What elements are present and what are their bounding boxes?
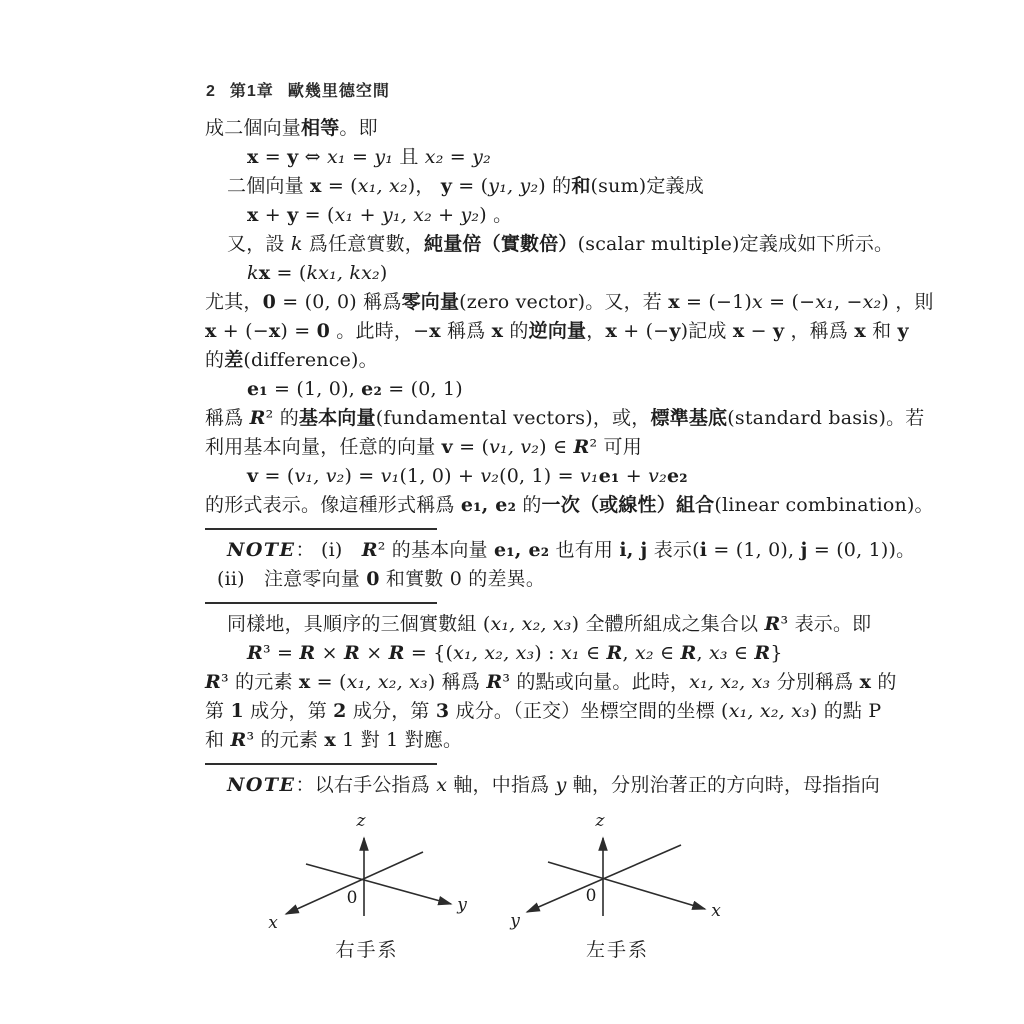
y-axis-label: y — [510, 911, 520, 931]
text-run: = (1, 0), — [707, 539, 801, 561]
note-line — [205, 565, 845, 594]
text-run: e₂ — [361, 378, 382, 400]
z-axis-label: z — [356, 814, 366, 831]
origin-label: 0 — [585, 886, 597, 906]
x-axis-label: x — [711, 901, 721, 921]
text-run: = ( — [321, 175, 358, 197]
text-run: v — [441, 436, 453, 458]
text-run: (linear combination)。 — [714, 494, 934, 516]
text-run: (difference)。 — [243, 349, 378, 371]
text-run: x₁ — [327, 146, 346, 168]
note-line — [205, 536, 916, 565]
text-run: x — [429, 320, 441, 342]
text-run: 的 — [871, 671, 897, 693]
text-run: ： (i) — [295, 539, 362, 561]
text-run: R — [486, 671, 503, 693]
text-run: x — [247, 204, 259, 226]
text-run: ) 的 — [538, 175, 572, 197]
text-run: 差 — [224, 349, 244, 371]
text-run: ) 。 — [479, 204, 513, 226]
text-run: 的 — [516, 494, 542, 516]
text-run: 。即 — [339, 117, 378, 139]
text-run: 和實數 0 的差異。 — [379, 568, 546, 590]
body-line — [205, 404, 925, 433]
y-axis-label: y — [457, 895, 467, 915]
running-header — [206, 78, 404, 101]
text-run: (standard basis)。若 — [727, 407, 925, 429]
text-run: 表示( — [647, 539, 700, 561]
section-divider — [205, 763, 437, 765]
text-run: ：以右手公指爲 — [295, 774, 437, 796]
text-run: y — [440, 175, 453, 197]
text-run: R — [606, 642, 623, 664]
text-run: R — [764, 613, 781, 635]
text-run: 成分。（正交）坐標空間的坐標 ( — [449, 700, 729, 722]
text-run: v₁ — [380, 465, 400, 487]
text-run: R — [247, 642, 263, 664]
text-run: , − — [834, 291, 863, 313]
text-run: x — [324, 729, 336, 751]
text-run: ) — [379, 262, 388, 284]
text-run: = — [443, 146, 473, 168]
text-run: (0, 1) = — [499, 465, 580, 487]
text-run: 0 — [262, 291, 277, 313]
text-run: = (0, 1))。 — [807, 539, 916, 561]
text-run: ) ，則 — [881, 291, 934, 313]
text-run: = (0, 1) — [381, 378, 463, 400]
text-run: y₁ — [374, 146, 394, 168]
text-run: R — [361, 539, 378, 561]
text-run: v₁, v₂ — [489, 436, 540, 458]
formula-line — [205, 201, 845, 230]
text-run: x — [436, 774, 448, 796]
z-axis-label: z — [595, 814, 605, 831]
text-run: 1 — [230, 700, 244, 722]
text-run: ∈ — [727, 642, 755, 664]
text-run: + — [619, 465, 649, 487]
text-run: kx₁, kx₂ — [306, 262, 380, 284]
text-run: y₁, y₂ — [488, 175, 539, 197]
text-run: k — [290, 233, 303, 255]
text-run: y — [897, 320, 909, 342]
text-run: ∈ — [579, 642, 607, 664]
text-run: x — [752, 291, 763, 313]
text-run: ⇔ — [298, 146, 327, 168]
text-run: 又，設 — [227, 233, 291, 255]
text-run: 逆向量 — [528, 320, 587, 342]
text-run: R — [299, 642, 316, 664]
text-run: 0 — [316, 320, 331, 342]
text-run: , — [696, 642, 709, 664]
text-run: ∈ — [653, 642, 681, 664]
text-run: 和 — [205, 729, 231, 751]
body-line — [205, 433, 845, 462]
text-run: j — [800, 539, 808, 561]
text-run: 成分，第 — [243, 700, 334, 722]
text-run: 基本向量 — [298, 407, 376, 429]
text-run: (sum)定義成 — [590, 175, 704, 197]
text-run: y₂ — [472, 146, 491, 168]
text-run: = ( — [452, 175, 489, 197]
chapter-title: 歐幾里德空間 — [287, 83, 390, 100]
section-divider — [205, 528, 437, 530]
text-run: × — [315, 642, 345, 664]
text-run: e₁ — [598, 465, 620, 487]
text-run: 軸，分別治著正的方向時，母指指向 — [566, 774, 880, 796]
text-run: v₂ — [480, 465, 500, 487]
x-axis-label: x — [268, 913, 278, 932]
text-run: R — [573, 436, 590, 458]
text-run: ² 的基本向量 — [377, 539, 494, 561]
text-run: 的形式表示。像這種形式稱爲 — [205, 494, 461, 516]
text-run: 3 — [435, 700, 450, 722]
text-run: = ( — [258, 465, 295, 487]
text-run: 成二個向量 — [205, 117, 302, 139]
diagram-right-hand-system — [261, 814, 473, 962]
diagram-caption: 右手系 — [335, 939, 399, 961]
text-run: ) 的點 P — [809, 700, 882, 722]
text-run: ³ 的元素 — [246, 729, 325, 751]
diagram-caption: 左手系 — [585, 939, 649, 961]
formula-line — [205, 143, 845, 172]
text-run: = — [345, 146, 375, 168]
text-run: = (1, 0), — [267, 378, 362, 400]
text-run: e₁, e₂ — [460, 494, 517, 516]
text-run: 的 — [503, 320, 529, 342]
formula-line — [205, 639, 845, 668]
text-run: x — [854, 320, 866, 342]
text-run: ) : — [534, 642, 561, 664]
text-run: 0 — [366, 568, 380, 590]
text-run: x — [205, 320, 217, 342]
text-run: x₁ + y₁, x₂ + y₂ — [334, 204, 480, 226]
text-run: = ( — [310, 671, 347, 693]
section-divider — [205, 602, 437, 604]
text-run: (zero vector)。又，若 — [459, 291, 669, 313]
text-run: 成分，第 — [346, 700, 436, 722]
text-run: 分別稱爲 — [770, 671, 860, 693]
text-run: = (0, 0) 稱爲 — [276, 291, 402, 313]
text-run: 爲任意實數， — [302, 233, 425, 255]
text-run: = ( — [298, 204, 335, 226]
note-line — [205, 771, 880, 800]
text-run: (scalar multiple)定義成如下所示。 — [577, 233, 894, 255]
text-run: + (− — [216, 320, 269, 342]
text-run: y — [555, 774, 567, 796]
origin-label: 0 — [346, 888, 358, 908]
text-run: , — [622, 642, 635, 664]
body-line — [205, 288, 934, 317]
text-run: e₁, e₂ — [494, 539, 550, 561]
text-run: 1 對 1 對應。 — [335, 729, 463, 751]
text-run: 稱爲 — [440, 320, 492, 342]
chapter-label: 第1章 — [229, 83, 274, 100]
text-run: 一次（或線性）組合 — [541, 494, 715, 516]
text-run: = ( — [452, 436, 490, 458]
text-run: x₁ — [815, 291, 834, 313]
text-run: x — [258, 262, 271, 284]
text-run: = (−1) — [679, 291, 752, 313]
text-run: + — [258, 204, 288, 226]
text-run: v₂ — [648, 465, 667, 487]
content — [205, 114, 934, 962]
text-run: 第 — [205, 700, 231, 722]
body-line — [205, 726, 845, 755]
text-run: NOTE — [227, 539, 296, 561]
body-line — [205, 317, 909, 346]
text-run: + (− — [616, 320, 670, 342]
text-run: x₁ — [561, 642, 580, 664]
text-run: y — [287, 146, 299, 168]
text-run: x — [668, 291, 680, 313]
text-run: x — [732, 320, 745, 342]
text-run: ) 全體所組成之集合以 — [571, 613, 765, 635]
text-run: x — [247, 146, 259, 168]
text-run: )記成 — [680, 320, 733, 342]
text-run: 同樣地，具順序的三個實數組 ( — [227, 613, 491, 635]
formula-line — [205, 462, 845, 491]
text-run: x₁, x₂, x₃ — [490, 613, 572, 635]
text-run: 和 — [865, 320, 898, 342]
text-run: = — [258, 146, 288, 168]
body-line — [205, 610, 872, 639]
text-run: i, j — [619, 539, 648, 561]
text-run: 也有用 — [549, 539, 620, 561]
text-run: x₂ — [424, 146, 444, 168]
left-hand-axes-figure — [505, 814, 730, 932]
text-run: R — [680, 642, 697, 664]
text-run: ， — [586, 320, 606, 342]
text-run: 利用基本向量，任意的向量 — [205, 436, 442, 458]
text-run: 稱爲 — [205, 407, 250, 429]
text-run: × — [360, 642, 389, 664]
text-run: x₁, x₂, x₃ — [346, 671, 428, 693]
text-run: (ii) 注意零向量 — [217, 568, 367, 590]
text-run: x₁, x₂, x₃ — [453, 642, 535, 664]
text-run: v — [247, 465, 259, 487]
text-run: R — [754, 642, 771, 664]
text-run: y — [772, 320, 785, 342]
text-run: x₁, x₂ — [357, 175, 408, 197]
text-run: v₁ — [579, 465, 599, 487]
text-run: v₁, v₂ — [294, 465, 345, 487]
text-run: (1, 0) + — [399, 465, 481, 487]
text-run: x — [859, 671, 872, 693]
text-run: 軸，中指爲 — [447, 774, 556, 796]
text-run: y — [669, 320, 681, 342]
text-run: (fundamental vectors)，或， — [375, 407, 651, 429]
text-run: R — [388, 642, 405, 664]
text-run: ³ 的元素 — [221, 671, 299, 693]
text-run: x₃ — [708, 642, 728, 664]
text-run: ³ = — [263, 642, 300, 664]
text-run: − — [744, 320, 773, 342]
text-run: x₂ — [634, 642, 654, 664]
text-run: 的 — [205, 349, 225, 371]
text-run: x₁, x₂, x₃ — [689, 671, 771, 693]
body-line — [205, 172, 845, 201]
text-run: 2 — [333, 700, 347, 722]
text-run: 標準基底 — [650, 407, 728, 429]
text-run: e₂ — [666, 465, 688, 487]
text-run: x₂ — [862, 291, 882, 313]
text-run: x — [605, 320, 617, 342]
text-run: } — [770, 642, 783, 664]
text-run: ) = — [280, 320, 317, 342]
text-run: R — [205, 671, 221, 693]
formula-line — [205, 375, 845, 404]
body-line — [205, 346, 845, 375]
text-run: ，稱爲 — [784, 320, 855, 342]
text-run: x — [491, 320, 504, 342]
text-run: 純量倍（實數倍） — [424, 233, 578, 255]
text-run: ² 可用 — [589, 436, 642, 458]
text-run: i — [699, 539, 708, 561]
text-run: ³ 表示。即 — [780, 613, 872, 635]
body-line — [205, 114, 845, 143]
formula-line — [205, 259, 845, 288]
text-run: 零向量 — [401, 291, 460, 313]
text-run: R — [249, 407, 266, 429]
text-run: x — [268, 320, 281, 342]
text-run: NOTE — [227, 774, 296, 796]
body-line — [205, 491, 934, 520]
text-run: = {( — [404, 642, 454, 664]
text-run: )， — [407, 175, 441, 197]
text-run: R — [344, 642, 361, 664]
text-run: y — [287, 204, 299, 226]
text-run: ² 的 — [265, 407, 299, 429]
body-line — [205, 230, 894, 259]
page-number: 2 — [206, 83, 216, 100]
text-run: = ( — [270, 262, 307, 284]
text-run: ) = — [344, 465, 381, 487]
y-axis — [306, 864, 451, 904]
axis-diagrams — [261, 814, 845, 962]
text-run: = (− — [762, 291, 816, 313]
text-run: 相等 — [301, 117, 340, 139]
right-hand-axes-figure — [261, 814, 473, 932]
text-run: 和 — [571, 175, 591, 197]
text-run: 尤其， — [205, 291, 263, 313]
text-run: k — [247, 262, 259, 284]
text-run: 且 — [393, 146, 425, 168]
text-run: 。此時，− — [330, 320, 430, 342]
text-run: x₁, x₂, x₃ — [728, 700, 810, 722]
body-line — [205, 668, 897, 697]
text-run: x — [310, 175, 322, 197]
body-line — [205, 697, 882, 726]
text-run: ) ∈ — [539, 436, 574, 458]
text-run: e₁ — [247, 378, 268, 400]
text-run: 二個向量 — [227, 175, 311, 197]
text-run: ) 稱爲 — [427, 671, 487, 693]
text-run: ³ 的點或向量。此時， — [502, 671, 690, 693]
text-run: x — [298, 671, 311, 693]
text-run: R — [230, 729, 247, 751]
diagram-left-hand-system — [505, 814, 730, 962]
